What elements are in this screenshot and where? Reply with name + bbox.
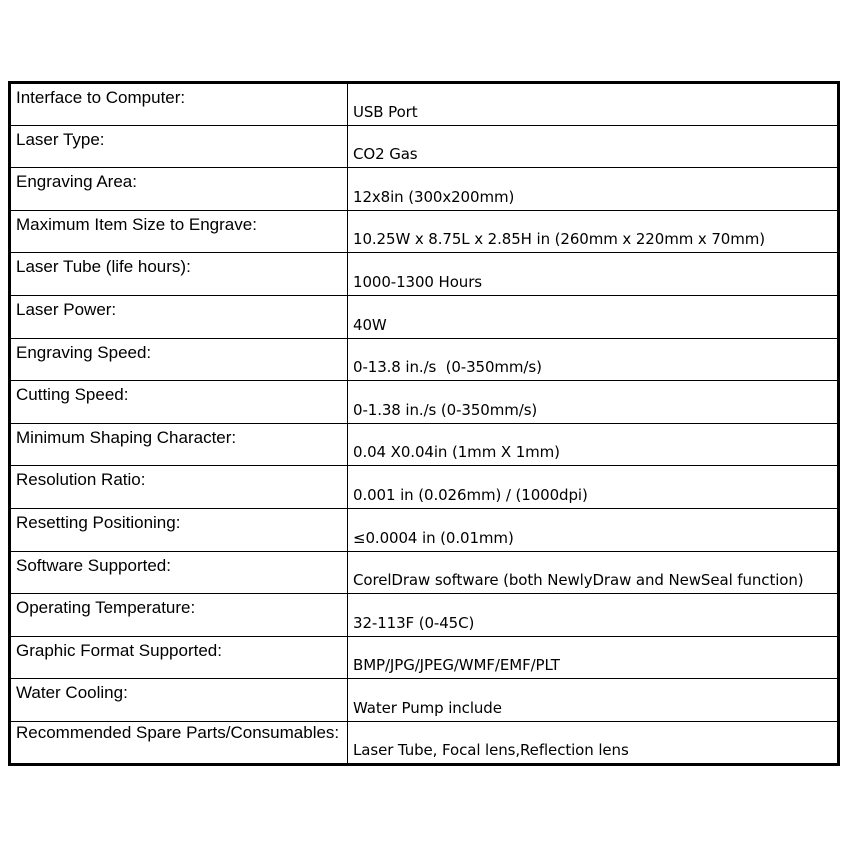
table-row [10,594,839,637]
spec-value: BMP/JPG/JPEG/WMF/EMF/PLT [348,636,839,679]
table-row [10,551,839,594]
spec-value: 40W [348,295,839,338]
table-row [10,295,839,338]
spec-value: Water Pump include [348,679,839,722]
spec-label: Operating Temperature: [10,594,348,637]
spec-label: Recommended Spare Parts/Consumables: [10,721,348,764]
spec-label: Maximum Item Size to Engrave: [10,210,348,253]
spec-label: Minimum Shaping Character: [10,423,348,466]
spec-value: 12x8in (300x200mm) [348,168,839,211]
spec-value: 10.25W x 8.75L x 2.85H in (260mm x 220mm x 70mm) [348,210,839,253]
spec-table [8,81,840,766]
spec-label: Graphic Format Supported: [10,636,348,679]
table-row [10,83,839,126]
table-row [10,466,839,509]
spec-value: CO2 Gas [348,125,839,168]
spec-value: CorelDraw software (both NewlyDraw and NewSeal function) [348,551,839,594]
table-row [10,636,839,679]
table-row [10,423,839,466]
spec-label: Laser Type: [10,125,348,168]
spec-value: 0.04 X0.04in (1mm X 1mm) [348,423,839,466]
spec-label: Interface to Computer: [10,83,348,126]
spec-value: 32-113F (0-45C) [348,594,839,637]
spec-label: Laser Tube (life hours): [10,253,348,296]
spec-value: 0-13.8 in./s (0-350mm/s) [348,338,839,381]
table-row [10,381,839,424]
spec-label: Software Supported: [10,551,348,594]
spec-value: ≤0.0004 in (0.01mm) [348,508,839,551]
spec-label: Engraving Area: [10,168,348,211]
table-row [10,210,839,253]
table-row [10,721,839,764]
table-row [10,508,839,551]
spec-label: Resolution Ratio: [10,466,348,509]
spec-value: 0-1.38 in./s (0-350mm/s) [348,381,839,424]
table-row [10,253,839,296]
table-row [10,679,839,722]
spec-value: USB Port [348,83,839,126]
spec-label: Water Cooling: [10,679,348,722]
spec-label: Resetting Positioning: [10,508,348,551]
spec-value: 0.001 in (0.026mm) / (1000dpi) [348,466,839,509]
spec-label: Laser Power: [10,295,348,338]
table-row [10,125,839,168]
spec-value: Laser Tube, Focal lens,Reflection lens [348,721,839,764]
table-row [10,338,839,381]
table-row [10,168,839,211]
spec-label: Cutting Speed: [10,381,348,424]
spec-label: Engraving Speed: [10,338,348,381]
spec-value: 1000-1300 Hours [348,253,839,296]
